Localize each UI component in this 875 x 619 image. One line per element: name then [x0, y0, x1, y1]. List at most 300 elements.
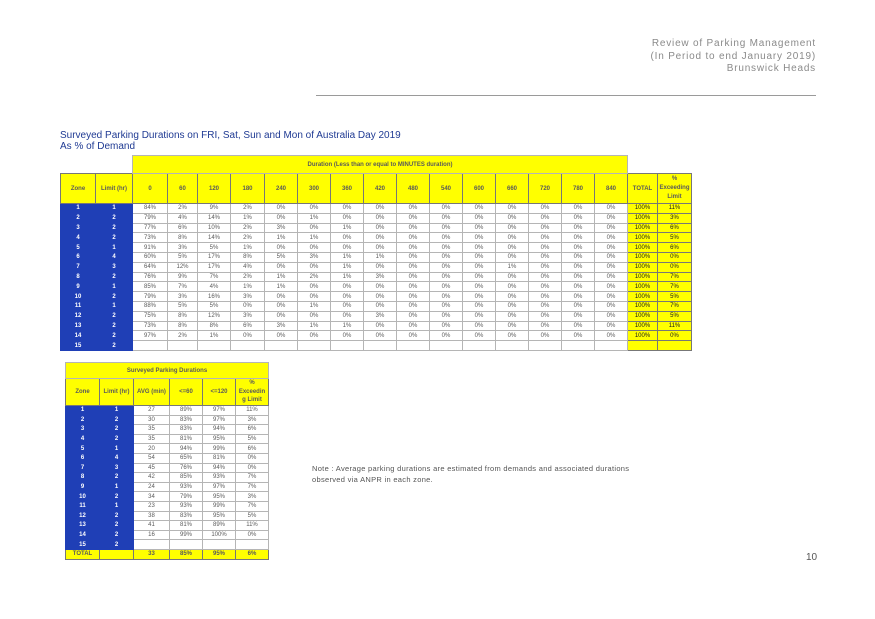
duration-cell: 0%	[463, 272, 496, 282]
zone-cell: 6	[66, 453, 100, 463]
duration-cell: 1%	[331, 252, 364, 262]
duration-cell: 0%	[298, 282, 331, 292]
table-row	[61, 311, 692, 321]
duration-cell: 0%	[364, 243, 397, 253]
report-header	[651, 38, 816, 76]
duration-cell: 0%	[496, 272, 529, 282]
duration-cell: 1%	[265, 233, 298, 243]
zone-cell: 10	[61, 292, 96, 302]
duration-cell: 0%	[529, 331, 562, 341]
duration-cell: 0%	[463, 301, 496, 311]
limit-cell: 2	[100, 540, 134, 550]
minutes-header: 540	[430, 174, 463, 204]
duration-cell: 3%	[231, 292, 265, 302]
le60-header: <=60	[170, 379, 203, 406]
duration-cell: 0%	[529, 204, 562, 214]
duration-cell: 0%	[364, 233, 397, 243]
limit-cell: 3	[100, 463, 134, 473]
duration-cell: 64%	[133, 262, 168, 272]
minutes-header: 0	[133, 174, 168, 204]
duration-cell: 0%	[529, 223, 562, 233]
total-exceed: 6%	[236, 549, 269, 559]
duration-cell: 0%	[298, 243, 331, 253]
duration-cell: 0%	[496, 292, 529, 302]
limit-cell: 2	[100, 530, 134, 540]
footnote	[312, 463, 629, 485]
limit-cell: 1	[100, 501, 134, 511]
duration-cell: 77%	[133, 223, 168, 233]
total-cell	[628, 341, 658, 351]
zone-cell: 15	[66, 540, 100, 550]
zone-cell: 5	[61, 243, 96, 253]
table-row	[61, 331, 692, 341]
duration-cell: 0%	[529, 243, 562, 253]
duration-cell: 0%	[496, 301, 529, 311]
duration-cell: 0%	[331, 301, 364, 311]
duration-cell: 0%	[595, 252, 628, 262]
avg-cell: 41	[134, 521, 170, 531]
le120-cell: 95%	[203, 511, 236, 521]
limit-cell: 2	[100, 425, 134, 435]
table-row	[66, 501, 269, 511]
avg-cell: 24	[134, 482, 170, 492]
total-label: TOTAL	[66, 549, 100, 559]
duration-cell: 0%	[430, 282, 463, 292]
duration-cell: 0%	[463, 204, 496, 214]
duration-cell: 0%	[430, 262, 463, 272]
table-row	[66, 530, 269, 540]
exceed-cell: 11%	[236, 406, 269, 416]
limit-cell: 2	[96, 311, 133, 321]
zone-cell: 6	[61, 252, 96, 262]
exceeding-header-line: %	[671, 176, 678, 182]
duration-cell: 5%	[168, 252, 198, 262]
duration-cell: 2%	[168, 331, 198, 341]
duration-cell	[364, 341, 397, 351]
duration-cell: 12%	[198, 311, 231, 321]
duration-cell: 0%	[529, 262, 562, 272]
duration-cell: 0%	[298, 204, 331, 214]
duration-cell: 4%	[231, 262, 265, 272]
le60-cell: 93%	[170, 501, 203, 511]
report-period: (In Period to end January 2019)	[650, 50, 816, 62]
le60-cell: 76%	[170, 463, 203, 473]
duration-cell: 0%	[397, 292, 430, 302]
blank-cell	[658, 156, 692, 174]
duration-cell: 0%	[430, 292, 463, 302]
footnote-line2: observed via ANPR in each zone.	[312, 475, 434, 484]
le120-cell	[203, 540, 236, 550]
duration-cell: 0%	[364, 301, 397, 311]
exceeding-cell: 11%	[658, 204, 692, 214]
duration-cell: 1%	[298, 321, 331, 331]
duration-cell: 0%	[265, 331, 298, 341]
avg-cell: 35	[134, 425, 170, 435]
blank-cell	[628, 156, 658, 174]
total-header: TOTAL	[628, 174, 658, 204]
duration-cell: 0%	[331, 213, 364, 223]
total-cell: 100%	[628, 204, 658, 214]
limit-cell: 2	[96, 321, 133, 331]
duration-cell: 0%	[529, 282, 562, 292]
exceed-cell: 3%	[236, 415, 269, 425]
duration-cell: 0%	[331, 282, 364, 292]
le120-cell: 93%	[203, 473, 236, 483]
avg-cell: 23	[134, 501, 170, 511]
duration-cell: 3%	[265, 223, 298, 233]
duration-cell: 0%	[463, 213, 496, 223]
duration-cell: 17%	[198, 252, 231, 262]
total-cell: 100%	[628, 233, 658, 243]
duration-cell: 0%	[595, 292, 628, 302]
table-row	[61, 321, 692, 331]
duration-cell: 0%	[397, 204, 430, 214]
avg-cell: 42	[134, 473, 170, 483]
zone-cell: 10	[66, 492, 100, 502]
duration-cell	[430, 341, 463, 351]
exceeding-cell: 6%	[658, 223, 692, 233]
limit-header: Limit (hr)	[100, 379, 134, 406]
table-row	[66, 540, 269, 550]
duration-cell: 2%	[231, 223, 265, 233]
duration-cell: 0%	[331, 311, 364, 321]
zone-cell: 4	[66, 434, 100, 444]
duration-cell: 73%	[133, 321, 168, 331]
exceeding-cell: 6%	[658, 243, 692, 253]
duration-cell: 0%	[364, 223, 397, 233]
exceeding-header-line: Exceedin	[238, 388, 266, 395]
duration-cell: 76%	[133, 272, 168, 282]
duration-cell: 0%	[595, 204, 628, 214]
duration-cell: 2%	[231, 204, 265, 214]
total-cell: 100%	[628, 321, 658, 331]
duration-cell: 0%	[595, 223, 628, 233]
avg-cell: 34	[134, 492, 170, 502]
exceed-cell: 7%	[236, 482, 269, 492]
duration-cell: 0%	[595, 301, 628, 311]
exceeding-cell: 0%	[658, 262, 692, 272]
exceeding-header-line: Limit	[667, 194, 682, 200]
limit-cell: 3	[96, 262, 133, 272]
total-row	[66, 549, 269, 559]
duration-cell: 1%	[231, 213, 265, 223]
duration-cell: 0%	[529, 311, 562, 321]
table-row	[61, 204, 692, 214]
exceeding-cell: 0%	[658, 252, 692, 262]
table-row	[61, 213, 692, 223]
duration-cell: 8%	[168, 233, 198, 243]
avg-cell: 30	[134, 415, 170, 425]
minutes-header: 780	[562, 174, 595, 204]
table-row	[66, 482, 269, 492]
duration-cell: 0%	[430, 204, 463, 214]
table-row	[66, 406, 269, 416]
limit-cell: 1	[96, 204, 133, 214]
duration-cell: 0%	[463, 252, 496, 262]
duration-cell: 0%	[595, 282, 628, 292]
exceeding-cell: 5%	[658, 292, 692, 302]
duration-cell: 0%	[397, 321, 430, 331]
duration-cell: 0%	[496, 282, 529, 292]
zone-cell: 7	[66, 463, 100, 473]
duration-cell: 0%	[397, 331, 430, 341]
minutes-header: 60	[168, 174, 198, 204]
limit-cell: 2	[100, 434, 134, 444]
le120-cell: 99%	[203, 444, 236, 454]
duration-cell	[231, 341, 265, 351]
duration-cell: 1%	[298, 233, 331, 243]
duration-cell: 0%	[430, 233, 463, 243]
limit-cell: 1	[100, 406, 134, 416]
duration-cell: 1%	[265, 272, 298, 282]
duration-cell: 0%	[397, 301, 430, 311]
limit-cell: 2	[100, 521, 134, 531]
duration-cell: 5%	[265, 252, 298, 262]
footnote-line1: Note : Average parking durations are estimated from demands and associated durations	[312, 464, 630, 473]
minutes-header: 300	[298, 174, 331, 204]
le60-cell: 65%	[170, 453, 203, 463]
duration-cell: 1%	[298, 301, 331, 311]
duration-cell	[397, 341, 430, 351]
exceed-cell: 7%	[236, 501, 269, 511]
le60-cell: 83%	[170, 425, 203, 435]
duration-cell: 0%	[562, 272, 595, 282]
table-row	[61, 292, 692, 302]
le60-cell: 83%	[170, 415, 203, 425]
zone-header: Zone	[66, 379, 100, 406]
exceed-cell: 5%	[236, 511, 269, 521]
duration-cell: 0%	[562, 282, 595, 292]
duration-cell: 0%	[298, 262, 331, 272]
duration-cell: 3%	[364, 272, 397, 282]
duration-cell: 0%	[430, 223, 463, 233]
duration-cell: 0%	[331, 331, 364, 341]
le60-cell: 79%	[170, 492, 203, 502]
duration-cell: 0%	[562, 233, 595, 243]
le120-cell: 100%	[203, 530, 236, 540]
zone-cell: 3	[61, 223, 96, 233]
duration-cell: 0%	[397, 311, 430, 321]
duration-cell: 0%	[265, 213, 298, 223]
duration-cell: 0%	[529, 233, 562, 243]
duration-distribution-table	[60, 155, 692, 351]
duration-cell: 0%	[397, 282, 430, 292]
total-cell: 100%	[628, 252, 658, 262]
minutes-header: 120	[198, 174, 231, 204]
exceed-cell: 3%	[236, 492, 269, 502]
duration-cell: 0%	[364, 321, 397, 331]
table-row	[66, 453, 269, 463]
duration-cell: 0%	[231, 331, 265, 341]
exceeding-limit-header	[658, 174, 692, 204]
avg-cell	[134, 540, 170, 550]
duration-cell: 0%	[595, 331, 628, 341]
table-row	[66, 434, 269, 444]
duration-cell	[198, 341, 231, 351]
limit-cell: 2	[96, 331, 133, 341]
duration-cell: 4%	[198, 282, 231, 292]
duration-cell: 2%	[231, 272, 265, 282]
limit-cell: 2	[96, 341, 133, 351]
limit-cell: 2	[96, 272, 133, 282]
exceed-cell: 6%	[236, 444, 269, 454]
duration-cell: 2%	[168, 204, 198, 214]
total-cell: 100%	[628, 311, 658, 321]
duration-cell: 0%	[331, 204, 364, 214]
duration-cell: 9%	[168, 272, 198, 282]
total-le60: 85%	[170, 549, 203, 559]
duration-cell	[168, 341, 198, 351]
table-row	[66, 415, 269, 425]
limit-cell: 2	[96, 223, 133, 233]
zone-cell: 8	[66, 473, 100, 483]
exceeding-limit-header	[236, 379, 269, 406]
duration-cell: 0%	[496, 321, 529, 331]
le120-cell: 95%	[203, 492, 236, 502]
table-row	[66, 444, 269, 454]
duration-cell: 0%	[562, 331, 595, 341]
total-limit	[100, 549, 134, 559]
exceed-cell	[236, 540, 269, 550]
duration-cell: 0%	[463, 243, 496, 253]
duration-cell: 0%	[496, 213, 529, 223]
duration-cell: 1%	[331, 321, 364, 331]
le120-cell: 99%	[203, 501, 236, 511]
table-row	[66, 521, 269, 531]
total-cell: 100%	[628, 223, 658, 233]
duration-cell: 0%	[430, 301, 463, 311]
exceeding-header-line: %	[249, 380, 255, 387]
duration-cell	[265, 341, 298, 351]
duration-cell: 5%	[198, 301, 231, 311]
page-number: 10	[806, 552, 818, 563]
duration-cell: 0%	[595, 272, 628, 282]
le120-cell: 81%	[203, 453, 236, 463]
duration-cell: 88%	[133, 301, 168, 311]
duration-cell: 6%	[231, 321, 265, 331]
duration-cell: 0%	[595, 262, 628, 272]
minutes-header: 180	[231, 174, 265, 204]
limit-cell: 2	[96, 292, 133, 302]
duration-cell: 9%	[198, 204, 231, 214]
zone-cell: 3	[66, 425, 100, 435]
duration-cell: 0%	[529, 252, 562, 262]
duration-cell: 5%	[168, 301, 198, 311]
duration-cell: 17%	[198, 262, 231, 272]
duration-cell: 0%	[430, 272, 463, 282]
duration-cell: 0%	[364, 331, 397, 341]
table-row	[66, 492, 269, 502]
duration-cell: 0%	[496, 243, 529, 253]
total-cell: 100%	[628, 213, 658, 223]
total-cell: 100%	[628, 243, 658, 253]
exceed-cell: 6%	[236, 425, 269, 435]
limit-cell: 2	[100, 415, 134, 425]
avg-header: AVG (min)	[134, 379, 170, 406]
le120-cell: 97%	[203, 415, 236, 425]
limit-cell: 1	[96, 282, 133, 292]
duration-cell: 2%	[231, 233, 265, 243]
section-title-line1: Surveyed Parking Durations on FRI, Sat, Sun and Mon of Australia Day 2019	[60, 130, 401, 141]
duration-cell: 1%	[331, 262, 364, 272]
table-row	[61, 233, 692, 243]
exceed-cell: 0%	[236, 453, 269, 463]
table-row	[61, 282, 692, 292]
header-divider	[316, 95, 816, 96]
minutes-header: 360	[331, 174, 364, 204]
duration-cell: 0%	[430, 243, 463, 253]
duration-cell: 0%	[496, 252, 529, 262]
zone-cell: 13	[61, 321, 96, 331]
duration-cell: 0%	[595, 243, 628, 253]
total-le120: 95%	[203, 549, 236, 559]
duration-cell: 1%	[231, 282, 265, 292]
duration-cell: 0%	[562, 262, 595, 272]
exceeding-cell: 5%	[658, 233, 692, 243]
duration-cell: 0%	[331, 243, 364, 253]
le60-cell: 99%	[170, 530, 203, 540]
duration-cell: 0%	[430, 321, 463, 331]
le120-cell: 97%	[203, 482, 236, 492]
minutes-header: 600	[463, 174, 496, 204]
minutes-header: 420	[364, 174, 397, 204]
duration-cell: 14%	[198, 213, 231, 223]
duration-cell: 3%	[265, 321, 298, 331]
duration-cell: 1%	[198, 331, 231, 341]
duration-cell: 0%	[364, 204, 397, 214]
exceeding-header-line: Exceeding	[659, 185, 690, 191]
zone-cell: 12	[61, 311, 96, 321]
zone-cell: 15	[61, 341, 96, 351]
limit-cell: 1	[96, 243, 133, 253]
duration-cell: 0%	[298, 311, 331, 321]
le60-cell: 89%	[170, 406, 203, 416]
duration-cell: 1%	[496, 262, 529, 272]
zone-cell: 14	[61, 331, 96, 341]
duration-cell: 0%	[463, 262, 496, 272]
table-row	[61, 243, 692, 253]
avg-cell: 20	[134, 444, 170, 454]
duration-cell: 8%	[168, 321, 198, 331]
duration-cell: 0%	[265, 204, 298, 214]
limit-cell: 1	[100, 482, 134, 492]
duration-cell: 0%	[364, 282, 397, 292]
zone-cell: 9	[66, 482, 100, 492]
section-title-line2: As % of Demand	[60, 141, 136, 152]
exceed-cell: 5%	[236, 434, 269, 444]
table-row	[66, 425, 269, 435]
duration-cell: 0%	[265, 262, 298, 272]
duration-cell	[133, 341, 168, 351]
minutes-header: 720	[529, 174, 562, 204]
duration-cell: 7%	[198, 272, 231, 282]
minutes-header: 840	[595, 174, 628, 204]
zone-cell: 2	[66, 415, 100, 425]
duration-cell: 0%	[562, 223, 595, 233]
le60-cell: 94%	[170, 444, 203, 454]
exceeding-cell: 7%	[658, 301, 692, 311]
zone-cell: 12	[66, 511, 100, 521]
duration-cell: 0%	[397, 213, 430, 223]
duration-cell: 10%	[198, 223, 231, 233]
duration-cell: 0%	[265, 301, 298, 311]
duration-cell: 0%	[562, 311, 595, 321]
duration-cell: 0%	[430, 311, 463, 321]
total-cell: 100%	[628, 301, 658, 311]
le60-cell: 81%	[170, 521, 203, 531]
duration-cell: 0%	[562, 292, 595, 302]
total-cell: 100%	[628, 282, 658, 292]
